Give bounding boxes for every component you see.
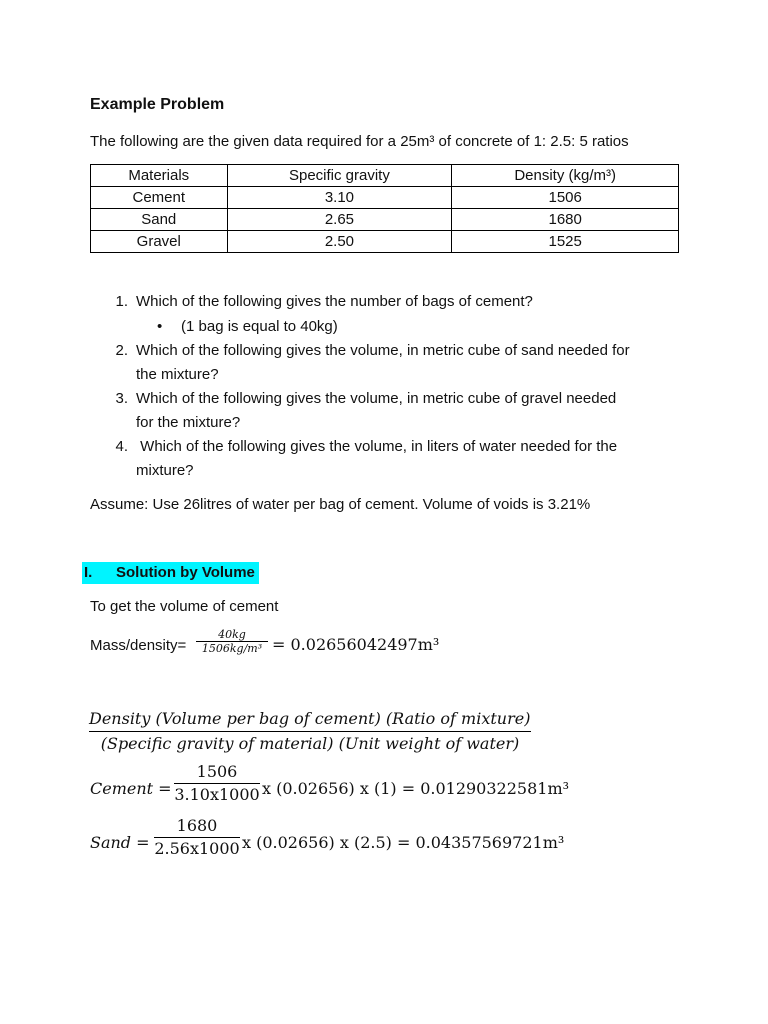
table-cell: 1506 xyxy=(452,187,679,209)
cement-label: Cement = xyxy=(90,779,172,798)
question-text: Which of the following gives the volume, in liters of water needed for the xyxy=(136,438,618,455)
question-text: mixture? xyxy=(136,462,194,479)
formula-numerator: Density (Volume per bag of cement) (Ratio of mixture) xyxy=(89,709,531,728)
assumption-text: Assume: Use 26litres of water per bag of cement. Volume of voids is 3.21% xyxy=(90,496,591,513)
fraction-denominator: 1506kg/m³ xyxy=(201,642,263,655)
table-cell: Gravel xyxy=(91,231,228,253)
fraction-numerator: 40kg xyxy=(218,628,246,641)
materials-table xyxy=(90,164,679,253)
fraction-denominator: 2.56x1000 xyxy=(154,839,240,858)
cement-volume-label: To get the volume of cement xyxy=(90,598,279,615)
question-text: Which of the following gives the volume, in metric cube of sand needed for xyxy=(136,342,630,359)
formula-denominator: (Specific gravity of material) (Unit weight of water) xyxy=(100,734,520,753)
table-cell: 3.10 xyxy=(227,187,452,209)
table-cell: Cement xyxy=(91,187,228,209)
table-cell: 1680 xyxy=(452,209,679,231)
question-number: 4. xyxy=(115,438,128,455)
question-text: Which of the following gives the volume, in metric cube of gravel needed xyxy=(136,390,617,407)
table-row xyxy=(91,209,679,231)
cement-result: x (0.02656) x (1) = 0.01290322581m³ xyxy=(262,779,570,798)
table-header: Specific gravity xyxy=(227,165,452,187)
table-cell: 2.65 xyxy=(227,209,452,231)
table-row xyxy=(91,231,679,253)
cement-fraction xyxy=(174,761,260,806)
question-text: the mixture? xyxy=(136,366,219,383)
table-header: Materials xyxy=(91,165,228,187)
table-header: Density (kg/m³) xyxy=(452,165,679,187)
sand-result: x (0.02656) x (2.5) = 0.04357569721m³ xyxy=(242,833,565,852)
mass-density-result: = 0.02656042497m³ xyxy=(272,635,440,654)
question-number: 3. xyxy=(115,390,128,407)
intro-text: The following are the given data required for a 25m³ of concrete of 1: 2.5: 5 ratios xyxy=(90,133,629,150)
section-heading xyxy=(82,562,259,584)
question-number: 1. xyxy=(115,293,128,310)
sand-label: Sand = xyxy=(90,833,150,852)
section-title: Solution by Volume xyxy=(116,564,255,581)
table-cell: 1525 xyxy=(452,231,679,253)
table-cell: 2.50 xyxy=(227,231,452,253)
question-number: 2. xyxy=(115,342,128,359)
fraction-denominator: 3.10x1000 xyxy=(174,785,260,804)
page-title: Example Problem xyxy=(90,96,225,113)
table-cell: Sand xyxy=(91,209,228,231)
sand-fraction xyxy=(154,815,240,860)
section-number: I. xyxy=(84,564,93,581)
table-header-row xyxy=(91,165,679,187)
table-row xyxy=(91,187,679,209)
question-text: Which of the following gives the number of bags of cement? xyxy=(136,293,533,310)
fraction-numerator: 1680 xyxy=(176,816,218,835)
mass-density-fraction xyxy=(196,628,268,655)
question-text: for the mixture? xyxy=(136,414,241,431)
mass-density-label: Mass/density= xyxy=(90,637,187,654)
question-note: (1 bag is equal to 40kg) xyxy=(181,318,338,335)
fraction-numerator: 1506 xyxy=(196,762,238,781)
bullet-icon: • xyxy=(157,318,163,335)
general-formula xyxy=(89,707,531,756)
